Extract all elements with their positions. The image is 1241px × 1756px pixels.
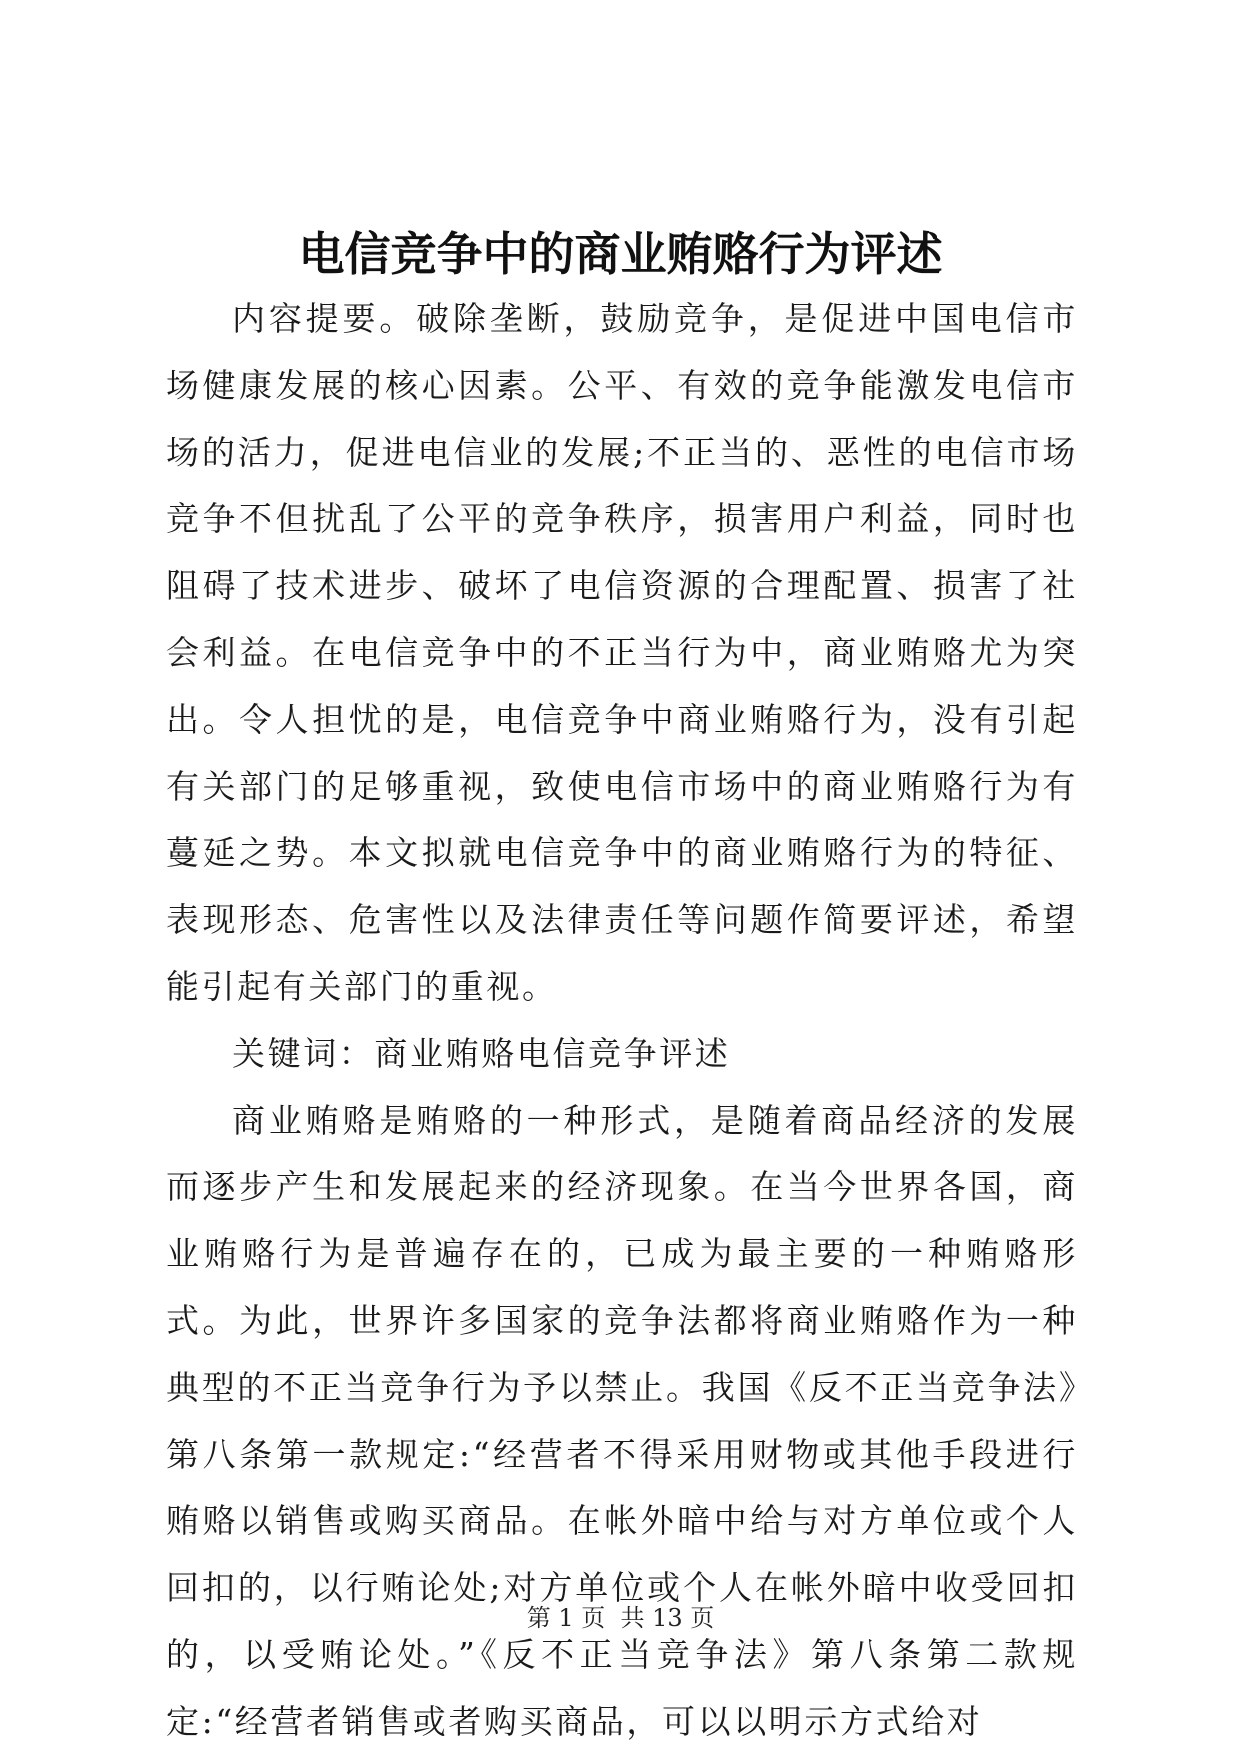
document-body xyxy=(166,286,1078,1756)
body-paragraph: 商业贿赂是贿赂的一种形式，是随着商品经济的发展而逐步产生和发展起来的经济现象。在当今世界各国，商业贿赂行为是普遍存在的，已成为最主要的一种贿赂形式。为此，世界许多国家的竞争法都将商业贿赂作为一种典型的不正当竞争行为予以禁止。我国《反不正当竞争法》第八条第一款规定:“经营者不得采用财物或其他手段进行贿赂以销售或购买商品。在帐外暗中给与对方单位或个人回扣的，以行贿论处;对方单位或个人在帐外暗中收受回扣的，以受贿论处。”《反不正当竞争法》第八条第二款规定:“经营者销售或者购买商品，可以以明示方式给对 xyxy=(166,1100,1078,1741)
page-number: 第 1 页 xyxy=(526,1604,606,1632)
document-title: 电信竞争中的商业贿赂行为评述 xyxy=(298,227,943,281)
page-total: 共 13 页 xyxy=(620,1604,715,1632)
keywords-paragraph: 关键词：商业贿赂电信竞争评述 xyxy=(232,1033,731,1073)
abstract-paragraph: 内容提要。破除垄断，鼓励竞争，是促进中国电信市场健康发展的核心因素。公平、有效的竞争能激发电信市场的活力，促进电信业的发展;不正当的、恶性的电信市场竞争不但扰乱了公平的竞争秩序，损害用户利益，同时也阻碍了技术进步、破坏了电信资源的合理配置、损害了社会利益。在电信竞争中的不正当行为中，商业贿赂尤为突出。令人担忧的是，电信竞争中商业贿赂行为，没有引起有关部门的足够重视，致使电信市场中的商业贿赂行为有蔓延之势。本文拟就电信竞争中的商业贿赂行为的特征、表现形态、危害性以及法律责任等问题作简要评述，希望能引起有关部门的重视。 xyxy=(166,299,1078,1006)
page-footer xyxy=(0,1602,1241,1634)
